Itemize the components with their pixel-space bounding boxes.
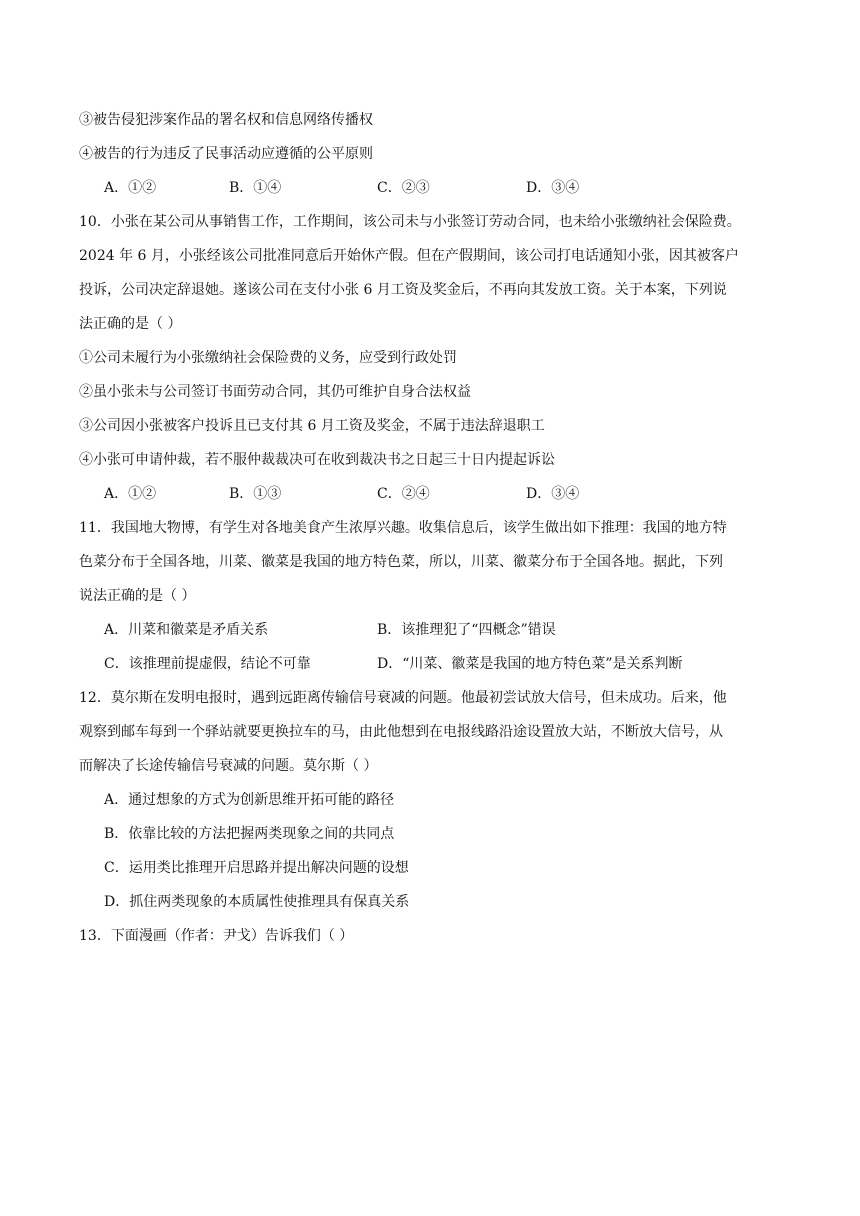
q10-item-2: ②虽小张未与公司签订书面劳动合同，其仍可维护自身合法权益	[79, 384, 471, 400]
q11-option-d[interactable]: D．“川菜、徽菜是我国的地方特色菜”是关系判断	[377, 656, 683, 672]
q12-option-b[interactable]: B．依靠比较的方法把握两类现象之间的共同点	[104, 826, 395, 842]
q10-stem-line-4: 法正确的是（ ）	[79, 316, 182, 332]
q9-option-d[interactable]: D．③④	[526, 180, 580, 196]
q11-option-c[interactable]: C．该推理前提虚假，结论不可靠	[104, 656, 311, 672]
q10-stem-line-3: 投诉，公司决定辞退她。遂该公司在支付小张 6 月工资及奖金后，不再向其发放工资。关于本案，下列说	[79, 282, 727, 298]
q10-item-3: ③公司因小张被客户投诉且已支付其 6 月工资及奖金，不属于违法辞退职工	[79, 418, 545, 434]
q11-option-b[interactable]: B．该推理犯了“四概念”错误	[377, 622, 556, 638]
q13-stem: 13．下面漫画（作者：尹戈）告诉我们（ ）	[79, 928, 354, 944]
q10-option-a[interactable]: A．①②	[104, 486, 157, 502]
q10-stem-line-1: 10．小张在某公司从事销售工作，工作期间，该公司未与小张签订劳动合同，也未给小张缴纳社会保险费。	[79, 214, 741, 230]
q10-option-b[interactable]: B．①③	[229, 486, 282, 502]
q9-item-4: ④被告的行为违反了民事活动应遵循的公平原则	[79, 146, 373, 162]
q12-option-a[interactable]: A．通过想象的方式为创新思维开拓可能的路径	[104, 792, 395, 808]
q12-option-c[interactable]: C．运用类比推理开启思路并提出解决问题的设想	[104, 860, 409, 876]
q11-stem-line-3: 说法正确的是（ ）	[79, 588, 196, 604]
q12-stem-line-3: 而解决了长途传输信号衰减的问题。莫尔斯（ ）	[79, 758, 378, 774]
q12-option-d[interactable]: D．抓住两类现象的本质属性使推理具有保真关系	[104, 894, 410, 910]
q11-stem-line-2: 色菜分布于全国各地，川菜、徽菜是我国的地方特色菜，所以，川菜、徽菜分布于全国各地。据此，下列	[79, 554, 723, 570]
q11-stem-line-1: 11．我国地大物博，有学生对各地美食产生浓厚兴趣。收集信息后，该学生做出如下推理：我国的地方特	[79, 520, 727, 536]
q9-option-b[interactable]: B．①④	[229, 180, 282, 196]
q11-option-a[interactable]: A．川菜和徽菜是矛盾关系	[104, 622, 269, 638]
q9-option-c[interactable]: C．②③	[377, 180, 430, 196]
q12-stem-line-1: 12．莫尔斯在发明电报时，遇到远距离传输信号衰减的问题。他最初尝试放大信号，但未成功。后来，他	[79, 690, 727, 706]
q10-item-4: ④小张可申请仲裁，若不服仲裁裁决可在收到裁决书之日起三十日内提起诉讼	[79, 452, 555, 468]
q9-item-3: ③被告侵犯涉案作品的署名权和信息网络传播权	[79, 112, 373, 128]
q10-item-1: ①公司未履行为小张缴纳社会保险费的义务，应受到行政处罚	[79, 350, 457, 366]
q10-stem-line-2: 2024 年 6 月，小张经该公司批准同意后开始休产假。但在产假期间，该公司打电话通知小张，因其被客户	[79, 248, 739, 264]
q9-option-a[interactable]: A．①②	[104, 180, 157, 196]
q10-option-d[interactable]: D．③④	[526, 486, 580, 502]
q12-stem-line-2: 观察到邮车每到一个驿站就要更换拉车的马，由此他想到在电报线路沿途设置放大站，不断放大信号，从	[79, 724, 723, 740]
q10-option-c[interactable]: C．②④	[377, 486, 430, 502]
